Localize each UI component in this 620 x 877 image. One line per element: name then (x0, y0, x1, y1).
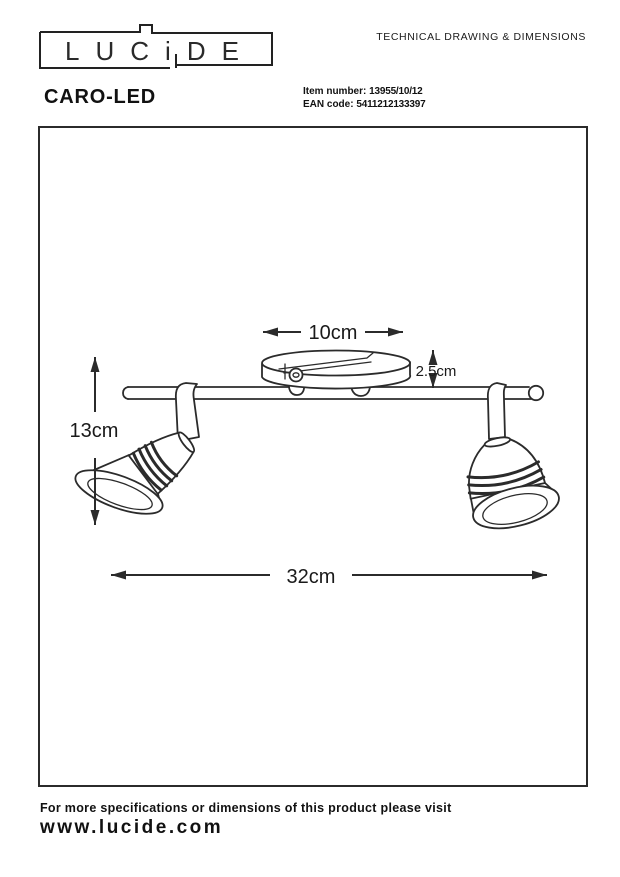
dimension-label-10cm: 10cm (308, 322, 358, 344)
drawing-frame (38, 126, 588, 787)
item-number-value: 13955/10/12 (369, 86, 423, 97)
product-name: CARO-LED (44, 86, 156, 108)
item-number-label: Item number: (303, 86, 367, 97)
product-info (303, 86, 426, 111)
footer-note: For more specifications or dimensions of this product please visit (40, 801, 452, 815)
footer (40, 801, 452, 839)
footer-website: www.lucide.com (40, 817, 224, 838)
doc-title: TECHNICAL DRAWING & DIMENSIONS (376, 31, 586, 43)
item-number-line (303, 86, 426, 99)
dimension-label-2-5cm: 2.5cm (415, 363, 457, 380)
dimension-label-32cm: 32cm (286, 566, 336, 588)
dimension-label-13cm: 13cm (69, 420, 119, 442)
ean-code-label: EAN code: (303, 98, 354, 110)
lucide-logo (38, 24, 278, 74)
logo-wordmark: LUCiDE (65, 36, 255, 66)
ean-code-line (303, 99, 426, 112)
ean-code-value: 5411212133397 (356, 98, 426, 110)
